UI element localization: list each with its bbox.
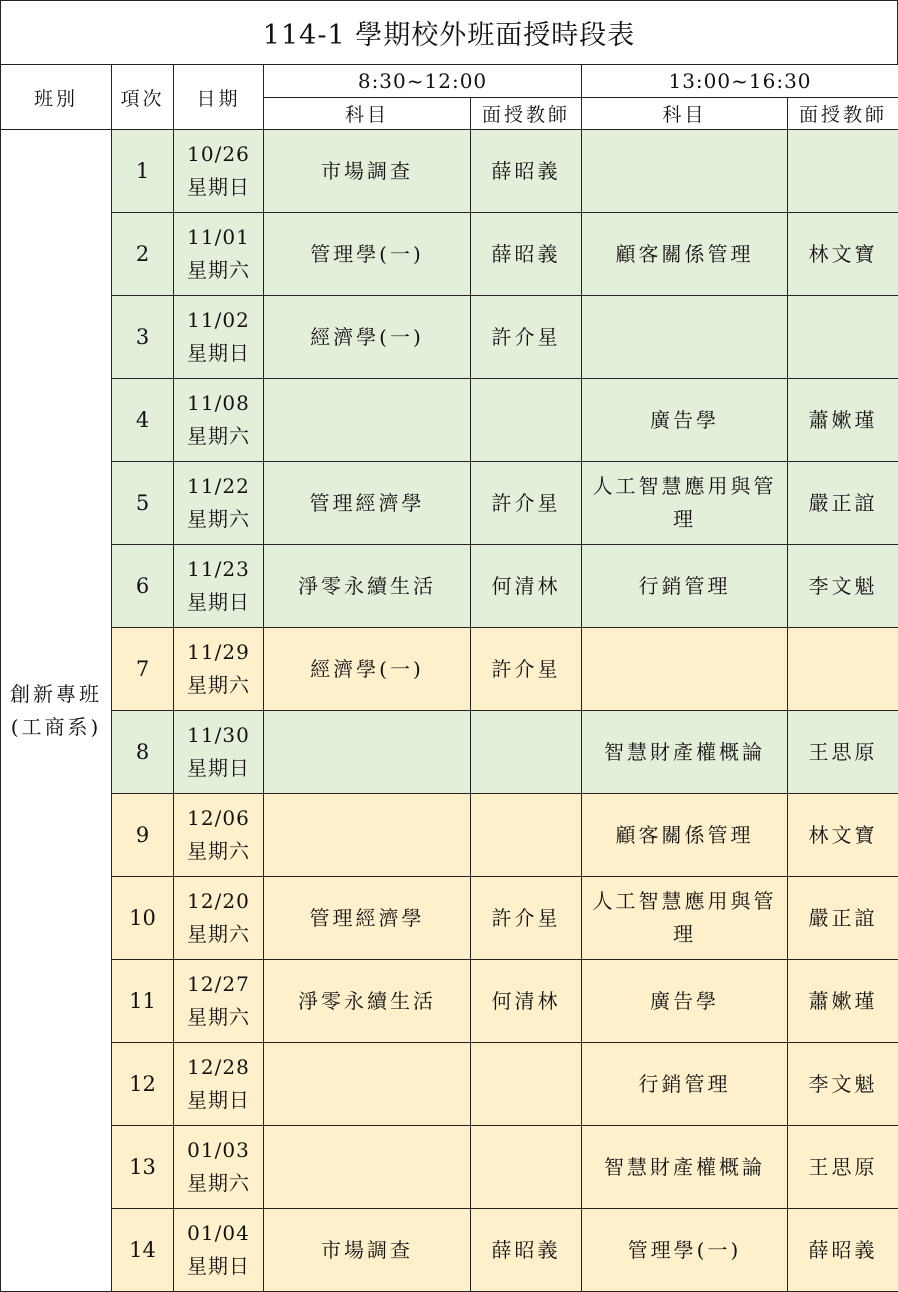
table-header: [1, 65, 898, 130]
am-subject-cell-text: 管理經濟學: [309, 905, 425, 930]
date-cell: [174, 877, 264, 960]
am-teacher-cell: [471, 1043, 582, 1126]
item-number-cell: [112, 1209, 174, 1292]
date-cell-text: 11/02: [187, 308, 250, 332]
date-cell-text: 01/03: [187, 1138, 250, 1162]
am-teacher-cell: [471, 545, 582, 628]
pm-subject-cell-text: 智慧財產權概論: [604, 1154, 765, 1179]
item-number-cell-text: 6: [135, 573, 150, 598]
table-row: [1, 296, 898, 379]
pm-subject-cell: [582, 877, 788, 960]
pm-subject-cell-text: 廣告學: [650, 988, 719, 1013]
date-cell: [174, 1209, 264, 1292]
date-cell: [174, 379, 264, 462]
date-cell: [174, 794, 264, 877]
date-cell-text: 11/08: [187, 391, 250, 415]
date-cell: [174, 462, 264, 545]
date-cell: [174, 711, 264, 794]
am-subject-cell-text: 管理經濟學: [309, 490, 425, 515]
item-number-cell: [112, 296, 174, 379]
date-cell-text: 星期六: [187, 839, 250, 863]
date-cell-text: 星期六: [187, 1005, 250, 1029]
am-teacher-cell: [471, 1126, 582, 1209]
am-teacher-cell-text: 許介星: [491, 324, 561, 349]
item-number-cell-text: 12: [129, 1071, 156, 1096]
date-cell: [174, 628, 264, 711]
header-morning: 8:30~12:00: [264, 65, 582, 98]
date-cell-text: 星期日: [187, 341, 250, 365]
item-number-cell: [112, 877, 174, 960]
pm-subject-cell: [582, 462, 788, 545]
pm-teacher-cell-text: 嚴正誼: [808, 905, 878, 930]
pm-subject-cell: [582, 130, 788, 213]
table-row: [1, 462, 898, 545]
am-subject-cell: [264, 628, 471, 711]
date-cell-text: 11/01: [187, 225, 250, 249]
item-number-cell-text: 10: [129, 905, 156, 930]
pm-teacher-cell-text: 蕭嫰瑾: [808, 407, 878, 432]
pm-teacher-cell: [788, 628, 898, 711]
am-subject-cell: [264, 1209, 471, 1292]
date-cell: [174, 1043, 264, 1126]
date-cell: [174, 296, 264, 379]
item-number-cell-text: 7: [135, 656, 150, 681]
date-cell-text: 12/06: [187, 806, 250, 830]
am-teacher-cell: [471, 379, 582, 462]
date-cell-text: 星期日: [187, 1088, 250, 1112]
item-number-cell-text: 9: [135, 822, 150, 847]
item-number-cell-text: 14: [129, 1237, 156, 1262]
pm-subject-cell: [582, 711, 788, 794]
pm-subject-cell-text: 人工智慧應用與管理: [592, 889, 777, 946]
date-cell-text: 11/22: [187, 474, 250, 498]
pm-teacher-cell-text: 王思原: [808, 1154, 878, 1179]
date-cell-text: 12/28: [187, 1055, 250, 1079]
am-subject-cell-text: 市場調查: [321, 158, 413, 183]
am-subject-cell-text: 經濟學(一): [310, 656, 424, 681]
am-teacher-cell: [471, 462, 582, 545]
date-cell-text: 12/20: [187, 889, 250, 913]
item-number-cell: [112, 1043, 174, 1126]
pm-subject-cell-text: 行銷管理: [638, 573, 731, 598]
header-pm-teacher: 面授教師: [788, 98, 898, 130]
am-teacher-cell: [471, 960, 582, 1043]
date-cell: [174, 130, 264, 213]
am-subject-cell: [264, 711, 471, 794]
class-name-cell: [1, 130, 112, 1292]
date-cell-text: 星期日: [187, 590, 250, 614]
am-teacher-cell-text: 薛昭義: [491, 158, 561, 183]
date-cell-text: 星期六: [187, 258, 250, 282]
pm-teacher-cell: [788, 877, 898, 960]
pm-subject-cell: [582, 1043, 788, 1126]
pm-subject-cell: [582, 1126, 788, 1209]
am-teacher-cell: [471, 628, 582, 711]
pm-subject-cell: [582, 545, 788, 628]
am-teacher-cell: [471, 1209, 582, 1292]
item-number-cell-text: 1: [135, 158, 150, 183]
pm-teacher-cell-text: 薛昭義: [808, 1237, 878, 1262]
table-row: [1, 213, 898, 296]
date-cell: [174, 1126, 264, 1209]
item-number-cell-text: 3: [135, 324, 150, 349]
table-row: [1, 1126, 898, 1209]
pm-subject-cell: [582, 960, 788, 1043]
date-cell: [174, 545, 264, 628]
pm-teacher-cell: [788, 1209, 898, 1292]
header-afternoon: 13:00~16:30: [582, 65, 898, 98]
pm-subject-cell: [582, 794, 788, 877]
am-subject-cell: [264, 379, 471, 462]
date-cell-text: 11/29: [187, 640, 250, 664]
date-cell-text: 星期六: [187, 424, 250, 448]
item-number-cell: [112, 213, 174, 296]
item-number-cell-text: 11: [129, 988, 156, 1013]
am-subject-cell-text: 經濟學(一): [310, 324, 424, 349]
item-number-cell-text: 4: [135, 407, 150, 432]
table-row: [1, 711, 898, 794]
pm-subject-cell-text: 顧客關係管理: [615, 241, 754, 266]
am-teacher-cell-text: 薛昭義: [491, 241, 561, 266]
header-item: 項次: [112, 65, 174, 130]
date-cell-text: 11/30: [187, 723, 250, 747]
am-teacher-cell-text: 何清林: [491, 988, 561, 1013]
am-teacher-cell-text: 許介星: [491, 656, 561, 681]
class-name-line2: (工商系): [10, 714, 102, 739]
pm-teacher-cell: [788, 960, 898, 1043]
am-teacher-cell: [471, 213, 582, 296]
pm-teacher-cell-text: 王思原: [808, 739, 878, 764]
table-row: [1, 960, 898, 1043]
item-number-cell-text: 5: [135, 490, 150, 515]
header-am-teacher: 面授教師: [471, 98, 582, 130]
item-number-cell: [112, 960, 174, 1043]
pm-subject-cell: [582, 1209, 788, 1292]
date-cell-text: 星期六: [187, 1171, 250, 1195]
item-number-cell: [112, 711, 174, 794]
header-date: 日期: [174, 65, 264, 130]
pm-subject-cell-text: 人工智慧應用與管理: [592, 474, 777, 531]
item-number-cell-text: 2: [135, 241, 150, 266]
pm-teacher-cell-text: 李文魁: [808, 1071, 878, 1096]
pm-teacher-cell: [788, 1043, 898, 1126]
date-cell-text: 星期六: [187, 673, 250, 697]
pm-teacher-cell: [788, 213, 898, 296]
pm-subject-cell: [582, 296, 788, 379]
pm-teacher-cell: [788, 379, 898, 462]
am-teacher-cell: [471, 711, 582, 794]
date-cell-text: 星期日: [187, 175, 250, 199]
table-row: [1, 628, 898, 711]
date-cell-text: 12/27: [187, 972, 250, 996]
item-number-cell: [112, 628, 174, 711]
date-cell-text: 星期六: [187, 507, 250, 531]
pm-subject-cell: [582, 213, 788, 296]
pm-teacher-cell: [788, 296, 898, 379]
am-subject-cell: [264, 545, 471, 628]
pm-subject-cell-text: 管理學(一): [627, 1237, 742, 1262]
table-row: [1, 794, 898, 877]
table-row: [1, 1043, 898, 1126]
date-cell: [174, 960, 264, 1043]
am-subject-cell-text: 管理學(一): [310, 241, 424, 266]
am-teacher-cell: [471, 794, 582, 877]
header-pm-subject: 科目: [582, 98, 788, 130]
pm-teacher-cell: [788, 711, 898, 794]
am-teacher-cell-text: 薛昭義: [491, 1237, 561, 1262]
pm-subject-cell-text: 廣告學: [650, 407, 719, 432]
schedule-table: [0, 64, 898, 1292]
pm-teacher-cell-text: 林文寶: [808, 822, 878, 847]
am-subject-cell: [264, 1043, 471, 1126]
date-cell-text: 11/23: [187, 557, 250, 581]
am-subject-cell: [264, 296, 471, 379]
pm-subject-cell-text: 顧客關係管理: [615, 822, 754, 847]
header-class: 班別: [1, 65, 112, 130]
pm-teacher-cell: [788, 1126, 898, 1209]
pm-subject-cell-text: 行銷管理: [638, 1071, 731, 1096]
table-body: [1, 130, 898, 1292]
table-row: [1, 877, 898, 960]
am-teacher-cell-text: 許介星: [491, 905, 561, 930]
pm-teacher-cell: [788, 545, 898, 628]
item-number-cell-text: 8: [135, 739, 150, 764]
am-subject-cell: [264, 794, 471, 877]
header-am-subject: 科目: [264, 98, 471, 130]
am-subject-cell: [264, 1126, 471, 1209]
pm-teacher-cell-text: 林文寶: [808, 241, 878, 266]
pm-subject-cell: [582, 628, 788, 711]
table-row: [1, 545, 898, 628]
pm-teacher-cell-text: 蕭嫰瑾: [808, 988, 878, 1013]
pm-subject-cell: [582, 379, 788, 462]
item-number-cell: [112, 462, 174, 545]
date-cell-text: 10/26: [187, 142, 250, 166]
date-cell: [174, 213, 264, 296]
pm-teacher-cell-text: 李文魁: [808, 573, 878, 598]
am-subject-cell: [264, 130, 471, 213]
item-number-cell: [112, 1126, 174, 1209]
table-row: [1, 1209, 898, 1292]
date-cell-text: 星期日: [187, 756, 250, 780]
am-teacher-cell: [471, 877, 582, 960]
item-number-cell: [112, 379, 174, 462]
item-number-cell: [112, 794, 174, 877]
date-cell-text: 01/04: [187, 1221, 250, 1245]
item-number-cell: [112, 130, 174, 213]
am-subject-cell-text: 淨零永續生活: [298, 988, 436, 1013]
pm-subject-cell-text: 智慧財產權概論: [604, 739, 765, 764]
am-subject-cell: [264, 960, 471, 1043]
am-subject-cell: [264, 462, 471, 545]
table-row: [1, 130, 898, 213]
am-subject-cell: [264, 877, 471, 960]
am-teacher-cell-text: 許介星: [491, 490, 561, 515]
pm-teacher-cell: [788, 462, 898, 545]
pm-teacher-cell: [788, 794, 898, 877]
item-number-cell: [112, 545, 174, 628]
pm-teacher-cell-text: 嚴正誼: [808, 490, 878, 515]
date-cell-text: 星期六: [187, 922, 250, 946]
item-number-cell-text: 13: [129, 1154, 156, 1179]
am-subject-cell-text: 市場調查: [321, 1237, 413, 1262]
am-subject-cell-text: 淨零永續生活: [298, 573, 436, 598]
am-teacher-cell: [471, 296, 582, 379]
pm-teacher-cell: [788, 130, 898, 213]
am-subject-cell: [264, 213, 471, 296]
am-teacher-cell: [471, 130, 582, 213]
date-cell-text: 星期日: [187, 1254, 250, 1278]
am-teacher-cell-text: 何清林: [491, 573, 561, 598]
table-row: [1, 379, 898, 462]
page-title: 114-1 學期校外班面授時段表: [0, 0, 898, 64]
class-name-line1: 創新專班: [10, 681, 102, 706]
